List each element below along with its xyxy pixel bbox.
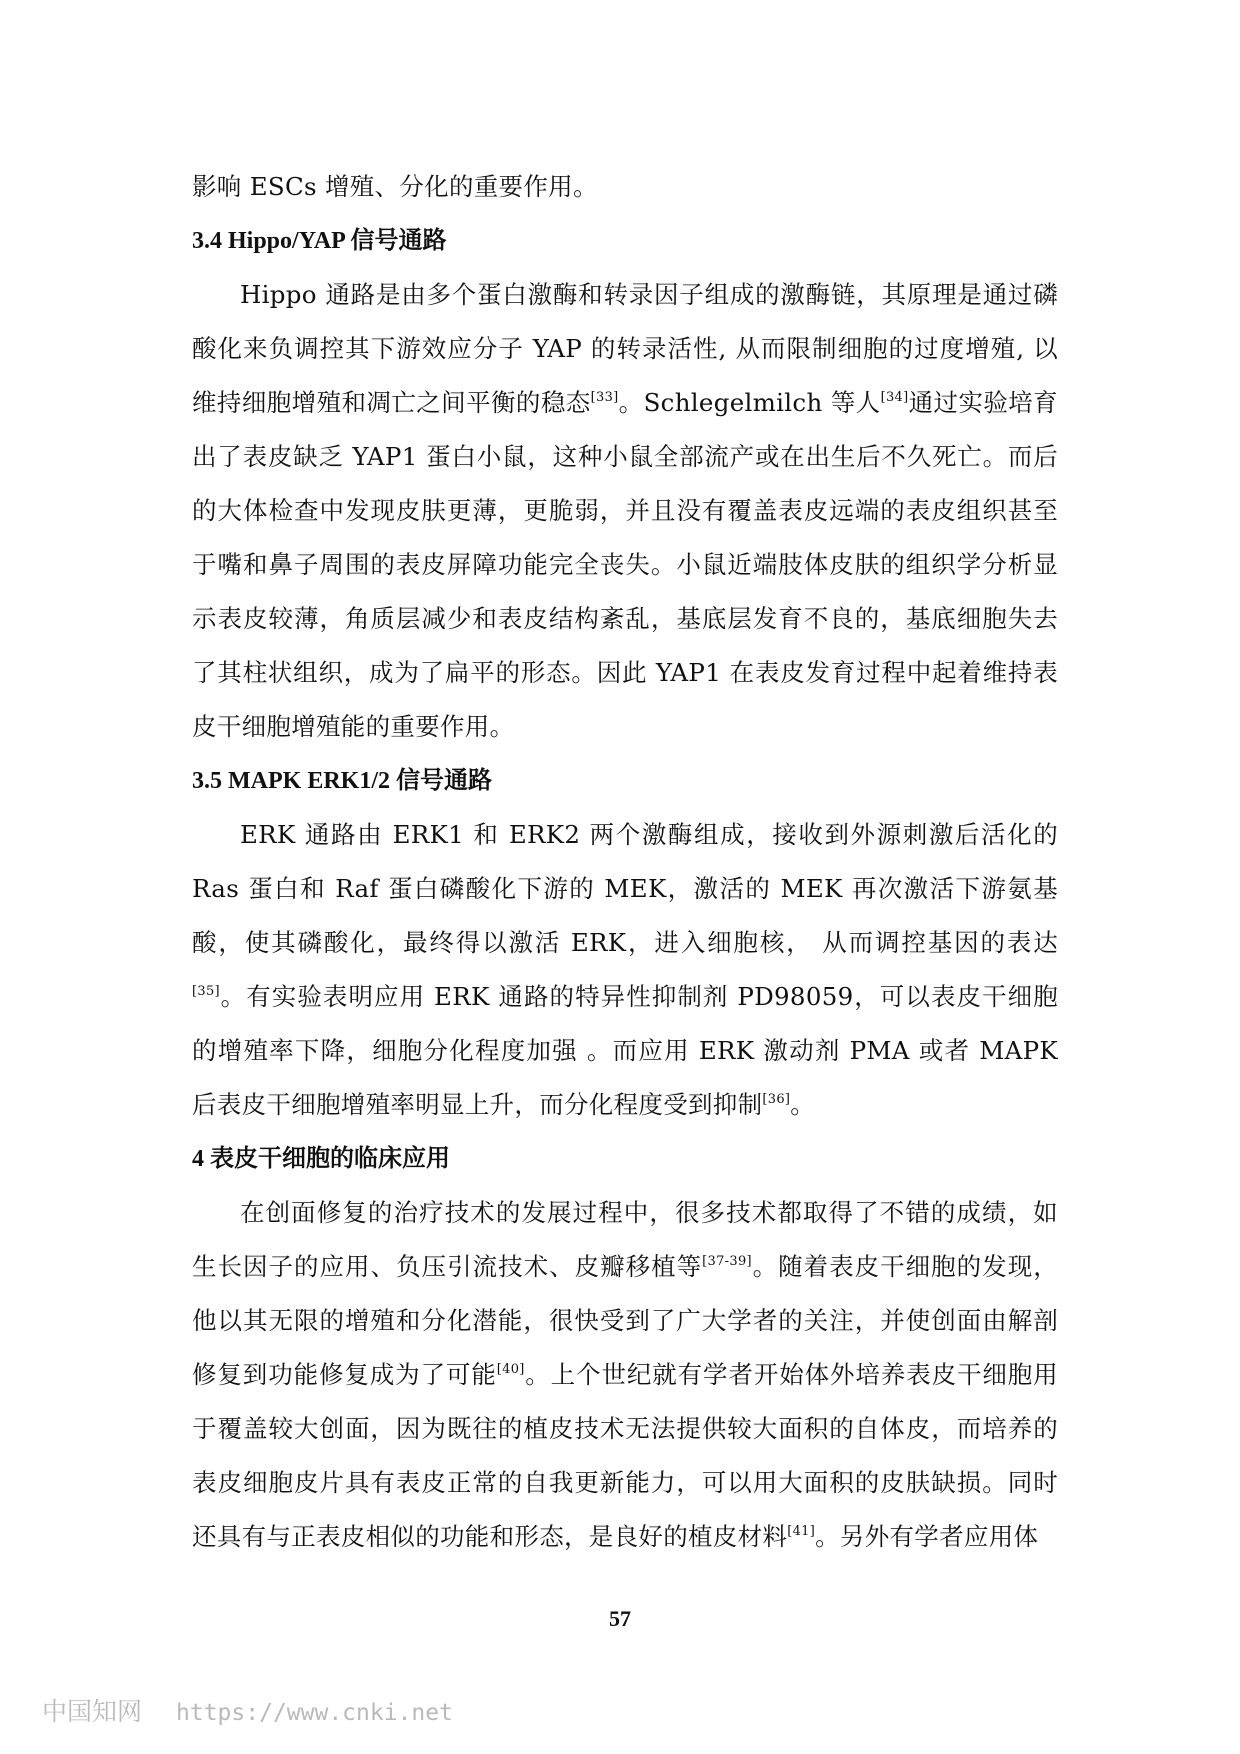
- citation-33: [33]: [590, 390, 619, 405]
- page-body: [192, 160, 1058, 1564]
- paragraph-hippo-yap: Hippo 通路是由多个蛋白激酶和转录因子组成的激酶链，其原理是通过磷酸化来负调控其下游效应分子 YAP 的转录活性, 从而限制细胞的过度增殖, 以维持细胞增殖和凋亡之间平衡的稳态[33]。Schlegelmilch 等人[34]通过实验培育出了表皮缺乏 YAP1 蛋白小鼠，这种小鼠全部流产或在出生后不久死亡。而后的大体检查中发现皮肤更薄，更脆弱，并且没有覆盖表皮远端的表皮组织甚至于嘴和鼻子周围的表皮屏障功能完全丧失。小鼠近端肢体皮肤的组织学分析显示表皮较薄，角质层减少和表皮结构紊乱，基底层发育不良的，基底细胞失去了其柱状组织，成为了扁平的形态。因此 YAP1 在表皮发育过程中起着维持表皮干细胞增殖能的重要作用。: [192, 280, 1058, 741]
- citation-34: [34]: [880, 390, 909, 405]
- paragraph-clinical-application: 在创面修复的治疗技术的发展过程中，很多技术都取得了不错的成绩，如生长因子的应用、负压引流技术、皮瓣移植等[37-39]。随着表皮干细胞的发现，他以其无限的增殖和分化潜能，很快受到了广大学者的关注，并使创面由解剖修复到功能修复成为了可能[40]。上个世纪就有学者开始体外培养表皮干细胞用于覆盖较大创面，因为既往的植皮技术无法提供较大面积的自体皮，而培养的表皮细胞皮片具有表皮正常的自我更新能力，可以用大面积的皮肤缺损。同时还具有与正表皮相似的功能和形态，是良好的植皮材料[41]。另外有学者应用体: [192, 1198, 1059, 1551]
- watermark-brand: 中国知网: [42, 1697, 143, 1726]
- citation-40: [40]: [496, 1362, 525, 1377]
- citation-35: [35]: [192, 984, 220, 999]
- page-number: 57: [609, 1606, 631, 1631]
- section-heading-3-4: 3.4 Hippo/YAP 信号通路: [192, 228, 447, 254]
- cnki-watermark: [42, 1692, 453, 1728]
- paragraph-continued: 影响 ESCs 增殖、分化的重要作用。: [192, 172, 598, 201]
- paragraph-mapk-erk: ERK 通路由 ERK1 和 ERK2 两个激酶组成，接收到外源刺激后活化的 Ras 蛋白和 Raf 蛋白磷酸化下游的 MEK，激活的 MEK 再次激活下游氨基酸，使其磷酸化，最终得以激活 ERK，进入细胞核， 从而调控基因的表达[35]。有实验表明应用 ERK 通路的特异性抑制剂 PD98059，可以表皮干细胞的增殖率下降，细胞分化程度加强 。而应用 ERK 激动剂 PMA 或者 MAPK 后表皮干细胞增殖率明显上升，而分化程度受到抑制[36]。: [192, 820, 1058, 1119]
- citation-41: [41]: [787, 1524, 816, 1539]
- citation-36: [36]: [762, 1092, 791, 1107]
- section-heading-3-5: 3.5 MAPK ERK1/2 信号通路: [192, 768, 492, 794]
- citation-37-39: [37-39]: [702, 1254, 752, 1269]
- watermark-url: https://www.cnki.net: [176, 1700, 453, 1726]
- section-heading-4: 4 表皮干细胞的临床应用: [192, 1146, 450, 1172]
